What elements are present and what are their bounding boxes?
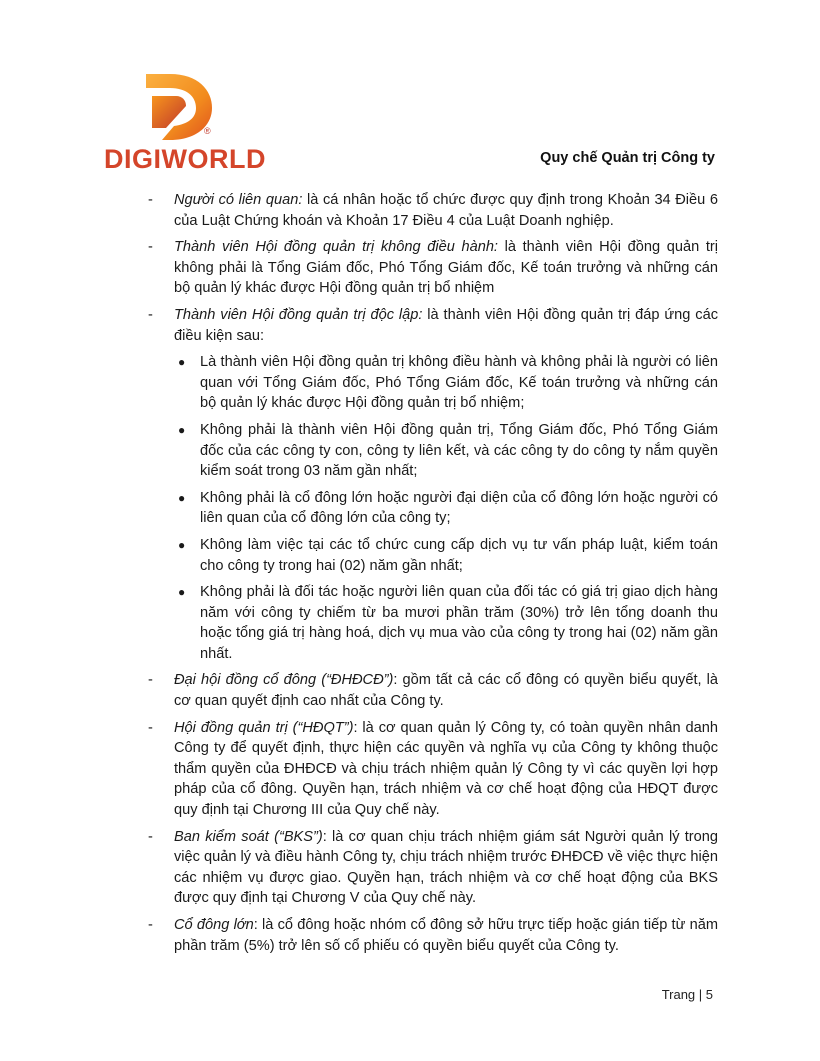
company-logo [104,70,266,174]
definition-non-executive-member [148,237,718,299]
definition-text: : là cơ quan chịu trách nhiệm giám sát Người quản lý trong việc quản lý và điều hành Công ty, chịu trách nhiệm trước ĐHĐCĐ về việc thực hiện các nhiệm vụ được giao. Quyền hạn, trách nhiệm và cơ chế hoạt động của BKS được quy định tại Chương V của Quy chế này. [174,828,718,907]
logo-wordmark: DIGIWORLD [104,144,266,174]
condition-text: Là thành viên Hội đồng quản trị không điều hành và không phải là người có liên quan với Tổng Giám đốc, Phó Tổng Giám đốc, Kế toán trưởng và những cán bộ quản lý khác được Hội đồng quản trị bổ nhiệm; [200,354,718,412]
condition-item [148,582,718,664]
condition-item [148,488,718,529]
definition-text: là thành viên Hội đồng quản trị không phải là Tổng Giám đốc, Phó Tổng Giám đốc, Kế toán trưởng và những cán bộ quản lý khác được Hội đồng quản trị bổ nhiệm [174,239,718,297]
dash-marker: - [148,239,153,256]
bullet-icon: ● [178,355,186,370]
page-number: Trang | 5 [661,987,713,1002]
definition-supervisory-board [148,827,718,909]
definition-text: là cá nhân hoặc tổ chức được quy định trong Khoản 34 Điều 6 của Luật Chứng khoán và Khoản 17 Điều 4 của Luật Doanh nghiệp. [174,192,718,229]
bullet-icon: ● [178,537,186,552]
condition-item [148,535,718,576]
definition-major-shareholder [148,915,718,956]
dash-marker: - [148,917,153,933]
condition-text: Không phải là đối tác hoặc người liên quan của đối tác có giá trị giao dịch hàng năm với công ty chiếm từ ba mươi phần trăm (30%) trở lên tổng doanh thu hoặc tổng giá trị hàng hoá, dịch vụ mua vào của công ty trong hai (02) năm gần nhất. [200,584,718,662]
bullet-icon: ● [178,422,186,437]
dash-marker: - [148,719,153,736]
conditions-list [148,352,718,664]
bullet-icon: ● [178,490,186,505]
definition-term: Cổ đông lớn [174,917,254,933]
definition-term: Thành viên Hội đồng quản trị độc lập: [174,306,423,323]
definition-general-meeting [148,670,718,711]
condition-text: Không phải là cổ đông lớn hoặc người đại diện của cổ đông lớn hoặc người có liên quan của cổ đông lớn của công ty; [200,489,718,527]
definition-text: : gồm tất cả các cổ đông có quyền biểu quyết, là cơ quan quyết định cao nhất của Công ty. [174,672,719,710]
dash-marker: - [148,192,153,208]
bullet-icon: ● [178,585,186,600]
dash-marker: - [148,306,153,323]
definition-term: Người có liên quan: [174,192,303,208]
definition-term: Ban kiểm soát (“BKS”) [174,828,323,845]
definition-term: Thành viên Hội đồng quản trị không điều hành: [174,239,498,256]
dash-marker: - [148,672,153,689]
definition-independent-member [148,305,718,346]
condition-text: Không phải là thành viên Hội đồng quản trị, Tổng Giám đốc, Phó Tổng Giám đốc của các công ty con, công ty liên kết, và các công ty do công ty nắm quyền kiểm soát trong 03 năm gần nhất; [200,421,718,480]
definition-text: : là cổ đông hoặc nhóm cổ đông sở hữu trực tiếp hoặc gián tiếp từ năm phần trăm (5%) trở lên số cổ phiếu có quyền biểu quyết của Công ty. [174,917,718,954]
dash-marker: - [148,828,153,845]
condition-item [148,420,718,482]
definition-related-person [148,190,718,231]
document-title: Quy chế Quản trị Công ty [540,150,715,166]
definition-term: Hội đồng quản trị (“HĐQT”) [174,719,354,736]
definitions-list [148,190,718,962]
definition-text: là thành viên Hội đồng quản trị đáp ứng các điều kiện sau: [174,306,718,344]
definition-board-of-directors [148,718,718,821]
definition-term: Đại hội đồng cổ đông (“ĐHĐCĐ”) [174,672,394,689]
registered-mark: ® [204,126,211,136]
definition-text: : là cơ quan quản lý Công ty, có toàn quyền nhân danh Công ty để quyết định, thực hiện các quyền và nghĩa vụ của Công ty không thuộc thẩm quyền của ĐHĐCĐ và chịu trách nhiệm quản lý Công ty vì các quyền lợi hợp pháp của cổ đông. Quyền hạn, trách nhiệm và cơ chế hoạt động của HĐQT được quy định tại Chương III của Quy chế này. [174,719,718,819]
condition-text: Không làm việc tại các tổ chức cung cấp dịch vụ tư vấn pháp luật, kiểm toán cho công ty trong hai (02) năm gần nhất; [200,536,718,574]
condition-item [148,352,718,414]
